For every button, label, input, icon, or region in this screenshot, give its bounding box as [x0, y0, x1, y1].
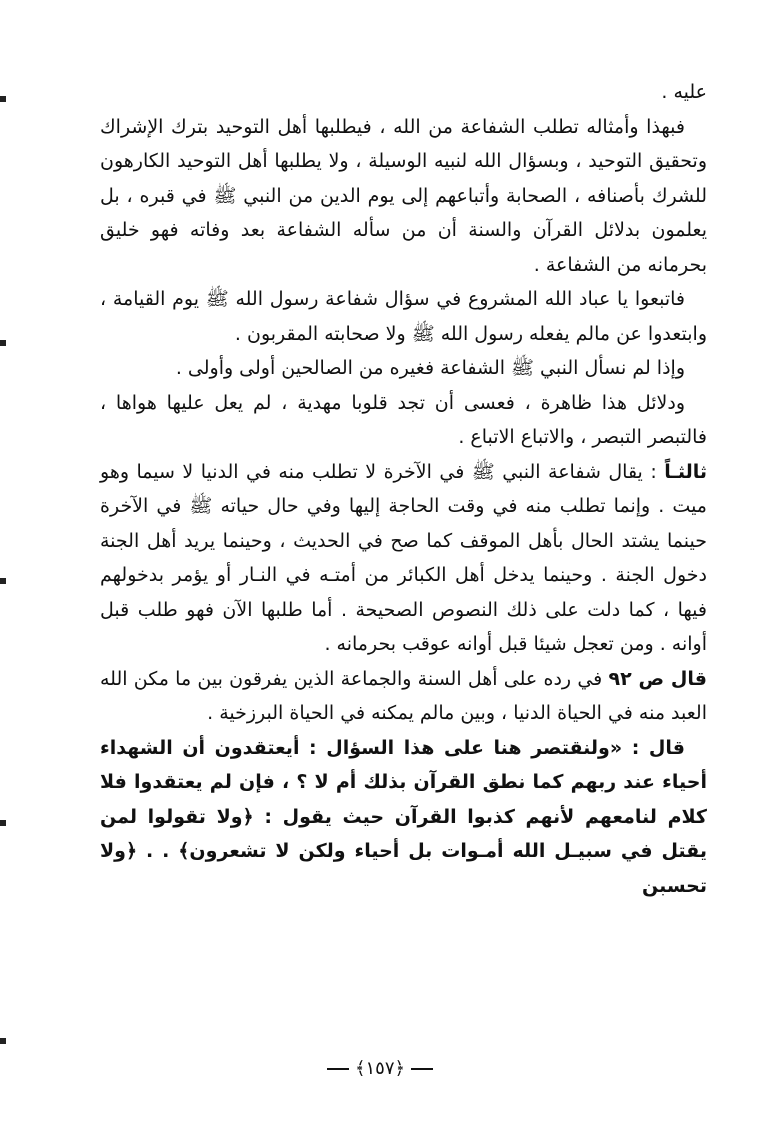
paragraph-3: [100, 282, 707, 351]
paragraph-8: [100, 731, 707, 904]
paragraph-text: عليه .: [661, 81, 707, 103]
scan-edge-mark: [0, 96, 6, 102]
paragraph-text: : يقال شفاعة النبي ﷺ في الآخرة لا تطلب منه في الدنيا لا سيما وهو ميت . وإنما تطلب منه في وقت الحاجة إليها وفي حال حياته ﷺ في الآخرة حينما يشتد الحال بأهل الموقف كما صح في الحديث ، وحينما يريد أهل الجنة دخول الجنة . وحينما يدخل أهل الكبائر من أمتـه في النـار أو يؤمر بدخولهم فيها ، كما دلت على ذلك النصوص الصحيحة . أما طلبها الآن فهو طلب قبل أوانه . ومن تعجل شيئا قبل أوانه عوقب بحرمانه .: [100, 460, 707, 655]
scan-edge-mark: [0, 340, 6, 346]
paragraph-text: ودلائل هذا ظاهرة ، فعسى أن تجد قلوبا مهدية ، لم يعل عليها هواها ، فالتبصر التبصر ، والاتباع الاتباع .: [100, 391, 707, 448]
paragraph-7: [100, 662, 707, 731]
paragraph-text: فاتبعوا يا عباد الله المشروع في سؤال شفاعة رسول الله ﷺ يوم القيامة ، وابتعدوا عن مالم يفعله رسول الله ﷺ ولا صحابته المقربون .: [100, 288, 707, 345]
page-number-value: ١٥٧: [365, 1058, 395, 1079]
paragraph-text: فبهذا وأمثاله تطلب الشفاعة من الله ، فيطلبها أهل التوحيد بترك الإشراك وتحقيق التوحيد ، وبسؤال الله لنبيه الوسيلة ، ولا يطلبها أهل التوحيد الكارهون للشرك بأصنافه ، الصحابة وأتباعهم إلى يوم الدين من النبي ﷺ في قبره ، بل يعلمون بدلائل القرآن والسنة أن من سأله الشفاعة بعد وفاته فهو خليق بحرمانه من الشفاعة .: [100, 115, 707, 276]
page-number-dash: [411, 1068, 433, 1070]
page-number: [0, 1058, 760, 1079]
paragraph-2: [100, 110, 707, 283]
scan-edge-mark: [0, 578, 6, 584]
paragraph-4: [100, 351, 707, 386]
page-number-ornament: ﴿: [394, 1058, 406, 1079]
body-text: [100, 75, 707, 903]
paragraph-1: [100, 75, 707, 110]
paragraph-lead: قال ص ٩٢: [608, 667, 707, 690]
paragraph-5: [100, 386, 707, 455]
paragraph-text: قال : «ولنقتصر هنا على هذا السؤال : أيعتقدون أن الشهداء أحياء عند ربهم كما نطق القرآن بذلك أم لا ؟ ، فإن لم يعتقدوا فلا كلام لنامعهم لأنهم كذبوا القرآن حيث يقول : ﴿ولا تقولوا لمن يقتل في سبيـل الله أمـوات بل أحياء ولكن لا تشعرون﴾ . . ﴿ولا تحسبن: [100, 736, 707, 897]
paragraph-text: في رده على أهل السنة والجماعة الذين يفرقون بين ما مكن الله العبد منه في الحياة الدنيا ، وبين مالم يمكنه في الحياة البرزخية .: [100, 667, 707, 724]
page-number-ornament: ﴾: [354, 1058, 366, 1079]
paragraph-text: وإذا لم نسأل النبي ﷺ الشفاعة فغيره من الصالحين أولى وأولى .: [175, 357, 685, 379]
scan-edge-mark: [0, 1038, 6, 1044]
page-number-dash: [327, 1068, 349, 1070]
scan-edge-mark: [0, 820, 6, 826]
paragraph-lead: ثالثـاً: [664, 460, 707, 483]
paragraph-6: [100, 455, 707, 662]
